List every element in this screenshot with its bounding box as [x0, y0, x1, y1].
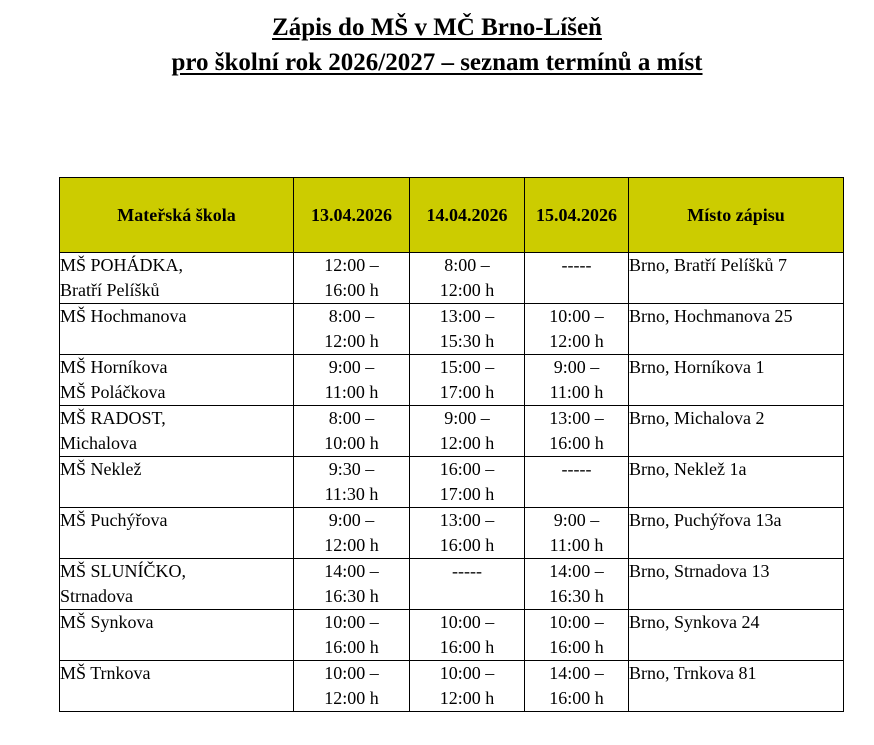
- place-cell: Brno, Trnkova 81: [629, 661, 844, 712]
- header-date-2: 14.04.2026: [410, 178, 525, 253]
- table-row: [60, 661, 844, 712]
- time-cell-date-2: -----: [410, 559, 525, 610]
- place-cell: Brno, Neklež 1a: [629, 457, 844, 508]
- time-cell-date-2: 10:00 – 16:00 h: [410, 610, 525, 661]
- place-cell: Brno, Michalova 2: [629, 406, 844, 457]
- header-school: Mateřská škola: [60, 178, 294, 253]
- time-cell-date-2: 15:00 – 17:00 h: [410, 355, 525, 406]
- time-cell-date-3: 10:00 – 12:00 h: [525, 304, 629, 355]
- header-date-3: 15.04.2026: [525, 178, 629, 253]
- time-cell-date-1: 10:00 – 12:00 h: [294, 661, 410, 712]
- time-cell-date-3: 14:00 – 16:30 h: [525, 559, 629, 610]
- time-cell-date-3: 9:00 – 11:00 h: [525, 355, 629, 406]
- table-row: [60, 253, 844, 304]
- table-row: [60, 406, 844, 457]
- school-cell: MŠ Horníkova MŠ Poláčkova: [60, 355, 294, 406]
- table-row: [60, 457, 844, 508]
- time-cell-date-2: 8:00 – 12:00 h: [410, 253, 525, 304]
- table-row: [60, 508, 844, 559]
- time-cell-date-1: 9:00 – 12:00 h: [294, 508, 410, 559]
- school-cell: MŠ SLUNÍČKO, Strnadova: [60, 559, 294, 610]
- table-row: [60, 304, 844, 355]
- header-date-1: 13.04.2026: [294, 178, 410, 253]
- place-cell: Brno, Hochmanova 25: [629, 304, 844, 355]
- time-cell-date-3: -----: [525, 457, 629, 508]
- place-cell: Brno, Strnadova 13: [629, 559, 844, 610]
- place-cell: Brno, Puchýřova 13a: [629, 508, 844, 559]
- place-cell: Brno, Horníkova 1: [629, 355, 844, 406]
- time-cell-date-2: 16:00 – 17:00 h: [410, 457, 525, 508]
- school-cell: MŠ POHÁDKA, Bratří Pelíšků: [60, 253, 294, 304]
- time-cell-date-1: 8:00 – 12:00 h: [294, 304, 410, 355]
- time-cell-date-3: 10:00 – 16:00 h: [525, 610, 629, 661]
- place-cell: Brno, Bratří Pelíšků 7: [629, 253, 844, 304]
- table-row: [60, 559, 844, 610]
- table-header-row: [60, 178, 844, 253]
- time-cell-date-1: 12:00 – 16:00 h: [294, 253, 410, 304]
- time-cell-date-1: 9:00 – 11:00 h: [294, 355, 410, 406]
- time-cell-date-3: 13:00 – 16:00 h: [525, 406, 629, 457]
- time-cell-date-1: 10:00 – 16:00 h: [294, 610, 410, 661]
- time-cell-date-3: -----: [525, 253, 629, 304]
- school-cell: MŠ Trnkova: [60, 661, 294, 712]
- time-cell-date-1: 9:30 – 11:30 h: [294, 457, 410, 508]
- header-place: Místo zápisu: [629, 178, 844, 253]
- time-cell-date-1: 14:00 – 16:30 h: [294, 559, 410, 610]
- enrollment-schedule-table: [59, 177, 844, 712]
- school-cell: MŠ RADOST, Michalova: [60, 406, 294, 457]
- document-subtitle: pro školní rok 2026/2027 – seznam termínů a míst: [171, 49, 703, 76]
- school-cell: MŠ Synkova: [60, 610, 294, 661]
- table-row: [60, 355, 844, 406]
- school-cell: MŠ Puchýřova: [60, 508, 294, 559]
- time-cell-date-2: 13:00 – 15:30 h: [410, 304, 525, 355]
- time-cell-date-1: 8:00 – 10:00 h: [294, 406, 410, 457]
- table-row: [60, 610, 844, 661]
- time-cell-date-2: 10:00 – 12:00 h: [410, 661, 525, 712]
- time-cell-date-3: 9:00 – 11:00 h: [525, 508, 629, 559]
- place-cell: Brno, Synkova 24: [629, 610, 844, 661]
- document-title: Zápis do MŠ v MČ Brno-Líšeň: [272, 14, 602, 41]
- time-cell-date-3: 14:00 – 16:00 h: [525, 661, 629, 712]
- time-cell-date-2: 13:00 – 16:00 h: [410, 508, 525, 559]
- school-cell: MŠ Neklež: [60, 457, 294, 508]
- time-cell-date-2: 9:00 – 12:00 h: [410, 406, 525, 457]
- school-cell: MŠ Hochmanova: [60, 304, 294, 355]
